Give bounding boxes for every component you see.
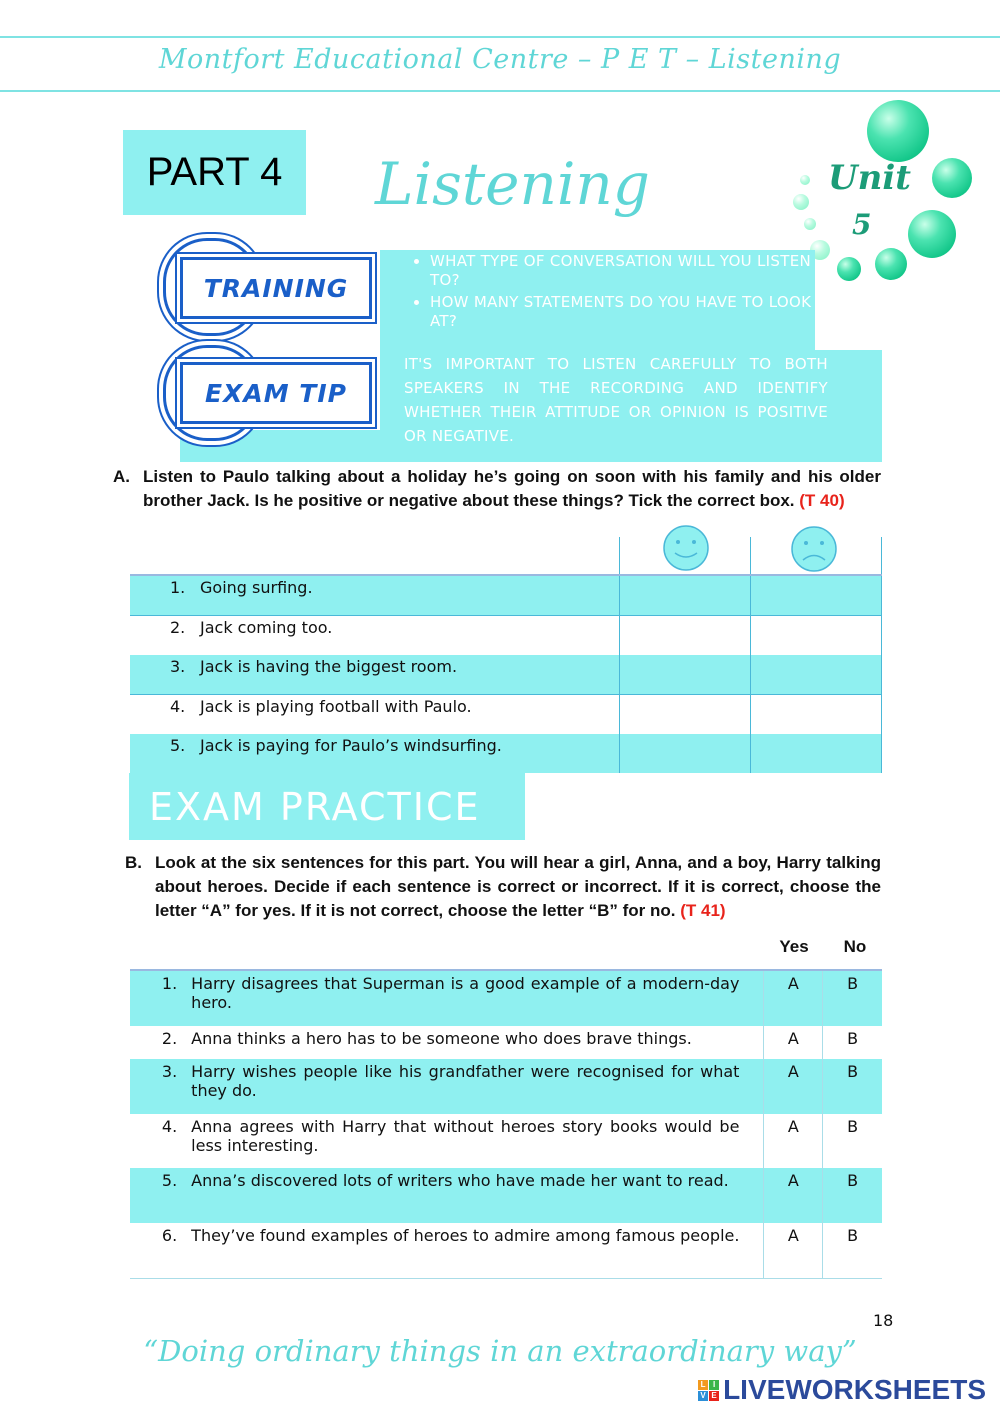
table-row — [130, 734, 882, 773]
item-text: Anna thinks a hero has to be someone who does brave things. — [191, 1029, 692, 1048]
exam-practice-banner: EXAM PRACTICE — [129, 773, 525, 840]
answer-a-option[interactable]: A — [764, 970, 823, 1026]
unit-label: Unit — [828, 158, 911, 198]
answer-a-option[interactable]: A — [764, 1168, 823, 1223]
table-row — [130, 655, 882, 695]
negative-tick-box[interactable] — [751, 616, 882, 656]
answer-b-option[interactable]: B — [823, 970, 882, 1026]
item-number: 1. — [170, 578, 186, 597]
logo-letter: I — [709, 1380, 719, 1390]
item-number: 6. — [161, 1226, 178, 1245]
training-bullets — [402, 252, 820, 331]
answer-a-option[interactable]: A — [764, 1026, 823, 1059]
row-text-cell — [130, 655, 620, 695]
liveworksheets-logo-icon — [698, 1380, 719, 1401]
sad-face-icon — [789, 525, 839, 578]
item-text: Jack is playing football with Paulo. — [200, 697, 472, 716]
answer-b-option[interactable]: B — [823, 1168, 882, 1223]
answer-a-option[interactable]: A — [764, 1059, 823, 1114]
negative-tick-box[interactable] — [751, 695, 882, 735]
part-label: PART 4 — [123, 130, 306, 215]
item-number: 2. — [161, 1029, 178, 1048]
logo-letter: E — [709, 1391, 719, 1401]
item-text: Anna’s discovered lots of writers who have made her want to read. — [191, 1168, 764, 1223]
positive-tick-box[interactable] — [620, 616, 751, 656]
row-text-cell — [130, 575, 620, 616]
exam-tip-badge: EXAM TIP — [180, 362, 372, 424]
bubble-icon — [837, 257, 861, 281]
table-row — [130, 695, 882, 735]
exercise-b-text: Look at the six sentences for this part. You will hear a girl, Anna, and a boy, Harry talking about heroes. Decide if each sentence is correct or incorrect. If it is correct, choose the letter “A” for yes. If it is not correct, choose the letter “B” for no. — [155, 853, 881, 920]
header-bottom-rule — [0, 90, 1000, 92]
item-text: Harry disagrees that Superman is a good example of a modern-day hero. — [191, 970, 764, 1026]
bubble-icon — [867, 100, 929, 162]
training-badge: TRAINING — [180, 257, 372, 319]
answer-a-option[interactable]: A — [764, 1223, 823, 1278]
positive-tick-box[interactable] — [620, 655, 751, 695]
table-row — [130, 1223, 882, 1278]
positive-tick-box[interactable] — [620, 575, 751, 616]
item-text: They’ve found examples of heroes to admire among famous people. — [191, 1226, 740, 1245]
exercise-a-text: Listen to Paulo talking about a holiday he’s going on soon with his family and his older brother Jack. Is he positive or negative about these things? Tick the correct box. — [143, 467, 881, 510]
column-divider — [619, 537, 620, 575]
footer-quote: “Doing ordinary things in an extraordinary way” — [143, 1334, 857, 1368]
table-row — [130, 1026, 882, 1059]
item-text: Anna agrees with Harry that without heroes story books would be less interesting. — [191, 1117, 740, 1155]
exercise-b-instruction — [155, 851, 881, 923]
answer-a-option[interactable]: A — [764, 1114, 823, 1168]
table-row — [130, 970, 882, 1026]
item-number: 5. — [130, 1168, 191, 1223]
item-text: Harry wishes people like his grandfather were recognised for what they do. — [191, 1059, 764, 1114]
row-text-cell — [130, 616, 620, 656]
positive-tick-box[interactable] — [620, 695, 751, 735]
no-column-header: No — [843, 937, 867, 956]
item-number: 1. — [130, 970, 191, 1026]
exam-tip-text: IT'S IMPORTANT TO LISTEN CAREFULLY TO BOTH SPEAKERS IN THE RECORDING AND IDENTIFY WHETHER THEIR ATTITUDE OR OPINION IS POSITIVE OR NEGATIVE. — [404, 355, 828, 445]
logo-letter: L — [698, 1380, 708, 1390]
training-bullet: • WHAT TYPE OF CONVERSATION WILL YOU LISTEN TO? — [430, 252, 820, 290]
training-bullet: • HOW MANY STATEMENTS DO YOU HAVE TO LOOK AT? — [430, 293, 820, 331]
item-number: 2. — [170, 618, 186, 637]
yes-column-header: Yes — [779, 937, 809, 956]
bubble-icon — [932, 158, 972, 198]
happy-face-icon — [661, 524, 711, 577]
table-row — [130, 1168, 882, 1223]
answer-b-option[interactable]: B — [823, 1026, 882, 1059]
exercise-a-letter: A. — [113, 467, 130, 486]
row-text-cell — [130, 695, 620, 735]
header-title: Montfort Educational Centre – P E T – Listening — [158, 44, 842, 75]
item-number: 4. — [161, 1117, 178, 1136]
item-number: 3. — [170, 657, 186, 676]
page-number: 18 — [873, 1311, 894, 1330]
header-top-rule — [0, 36, 1000, 38]
answer-b-option[interactable]: B — [823, 1114, 882, 1168]
negative-tick-box[interactable] — [751, 575, 882, 616]
exercise-a-table — [130, 574, 882, 773]
exercise-b-table — [130, 969, 882, 1279]
bubble-icon — [793, 194, 809, 210]
item-number: 5. — [170, 736, 186, 755]
table-row — [130, 575, 882, 616]
exercise-b-letter: B. — [125, 853, 142, 872]
bubble-icon — [800, 175, 810, 185]
table-row — [130, 1114, 882, 1168]
brand-name: LIVEWORKSHEETS — [723, 1374, 986, 1405]
exercise-b-track: (T 41) — [680, 901, 726, 920]
exercise-a-instruction — [143, 465, 881, 513]
negative-tick-box[interactable] — [751, 734, 882, 773]
answer-b-option[interactable]: B — [823, 1223, 882, 1278]
bubble-icon — [908, 210, 956, 258]
column-divider — [881, 537, 882, 575]
item-text: Going surfing. — [200, 578, 313, 597]
item-number: 4. — [170, 697, 186, 716]
liveworksheets-brand[interactable] — [698, 1374, 986, 1406]
item-text: Jack is having the biggest room. — [200, 657, 458, 676]
column-divider — [750, 537, 751, 575]
item-text: Jack is paying for Paulo’s windsurfing. — [200, 736, 502, 755]
table-row — [130, 1059, 882, 1114]
row-text-cell — [130, 734, 620, 773]
positive-tick-box[interactable] — [620, 734, 751, 773]
unit-number: 5 — [852, 208, 872, 241]
answer-b-option[interactable]: B — [823, 1059, 882, 1114]
bubble-icon — [875, 248, 907, 280]
negative-tick-box[interactable] — [751, 655, 882, 695]
section-title: Listening — [375, 150, 650, 218]
exercise-a-track: (T 40) — [799, 491, 845, 510]
logo-letter: V — [698, 1391, 708, 1401]
item-text: Jack coming too. — [200, 618, 333, 637]
table-row — [130, 616, 882, 656]
item-number: 3. — [130, 1059, 191, 1114]
bubble-icon — [804, 218, 816, 230]
